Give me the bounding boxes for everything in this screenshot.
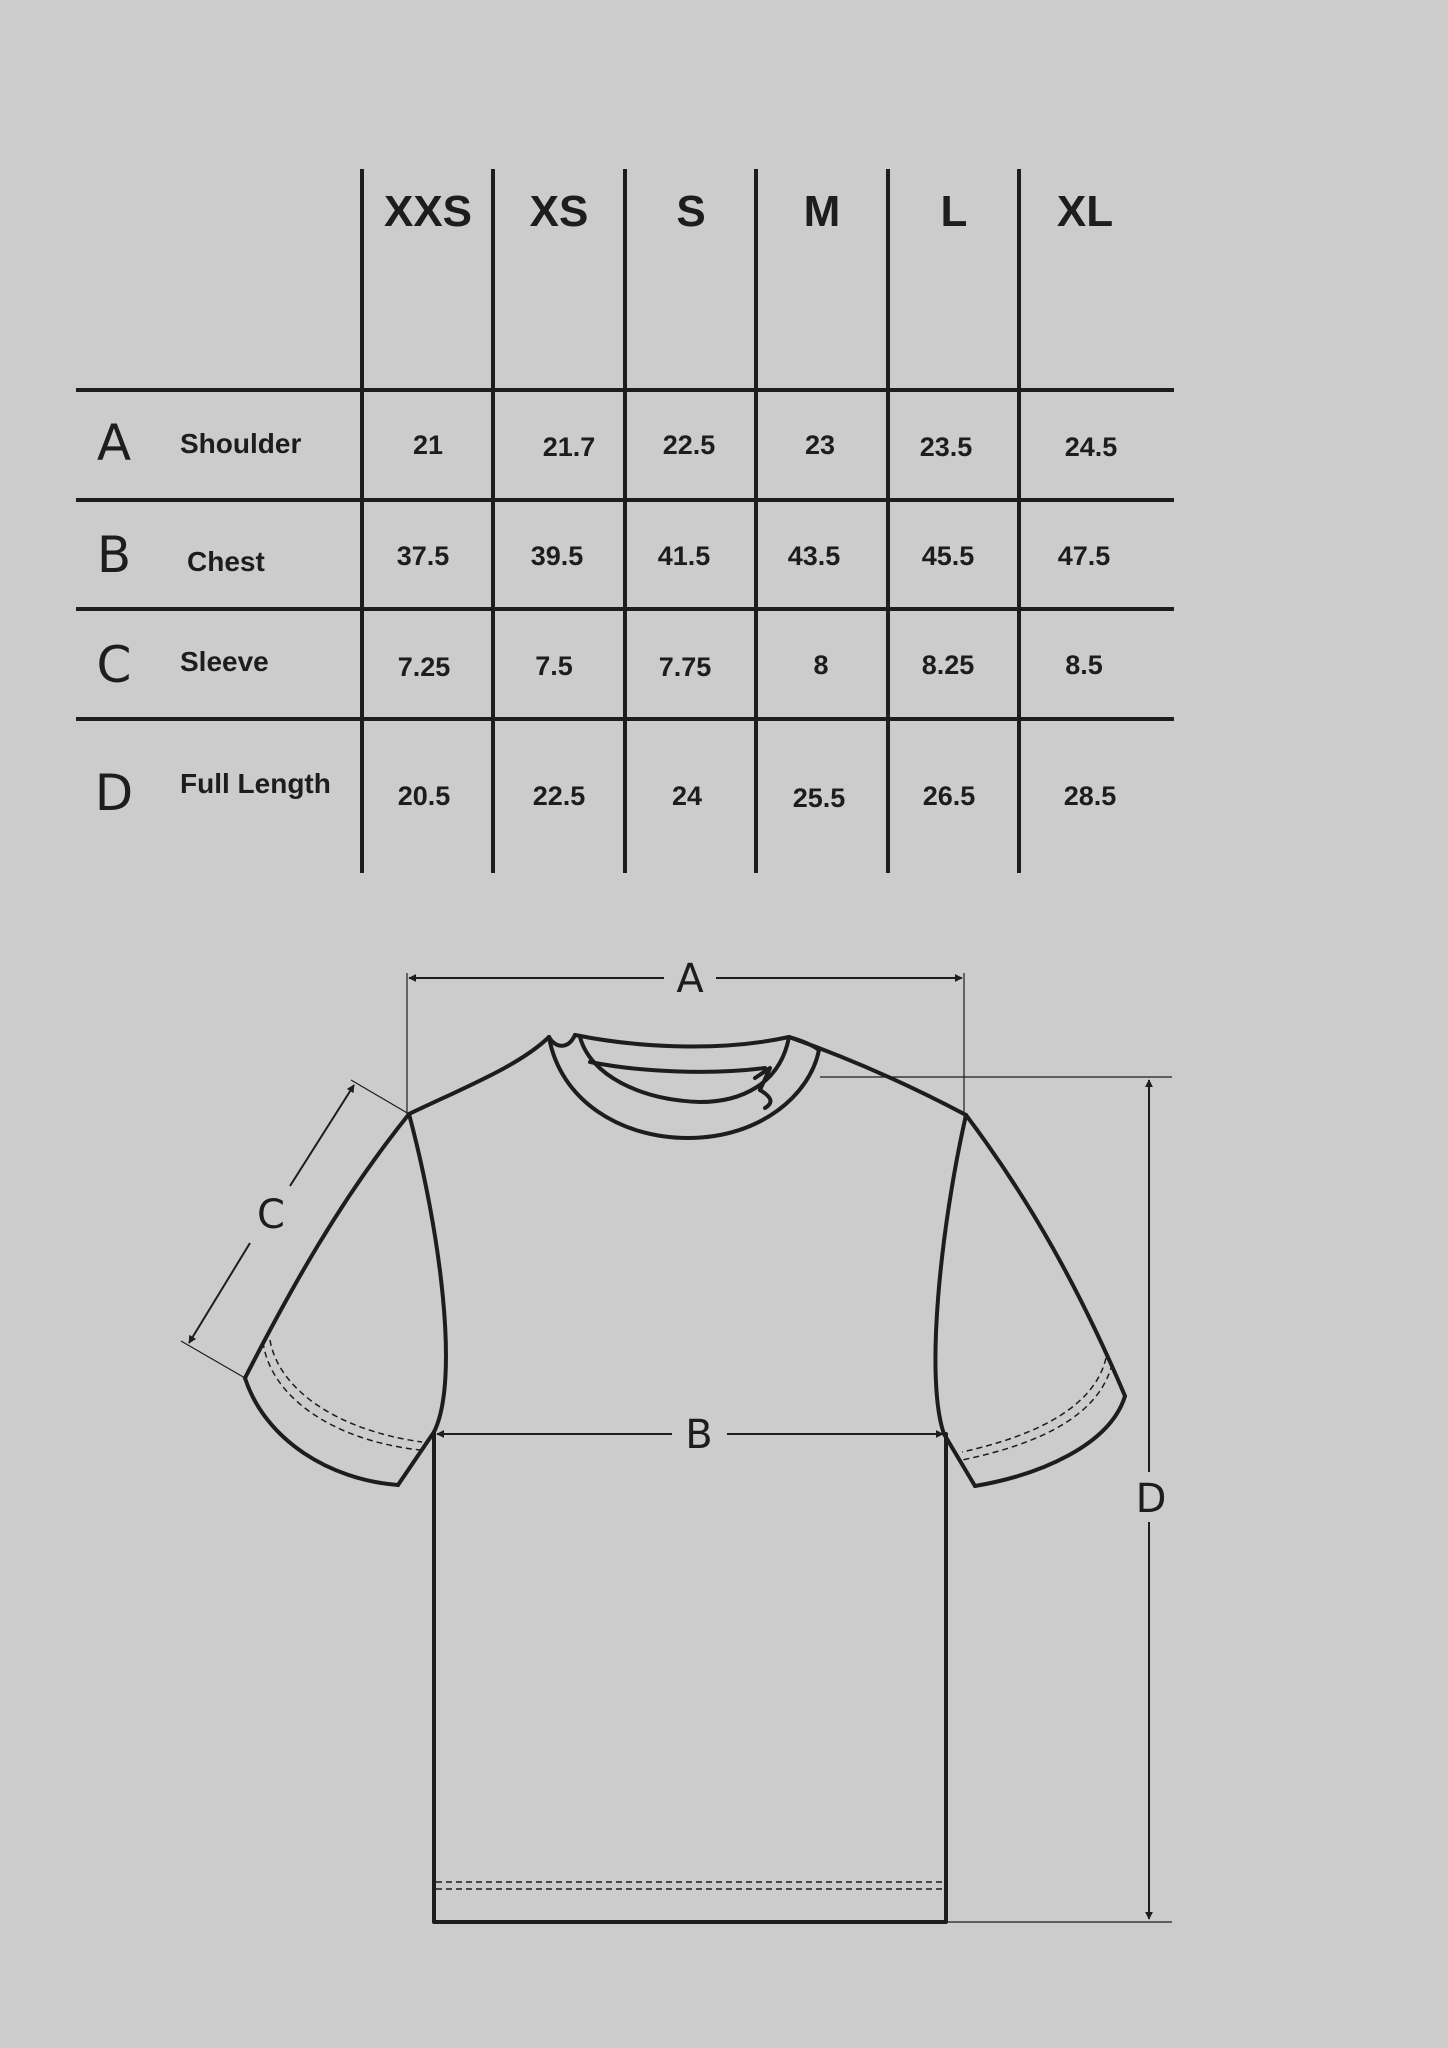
- table-cell: 23: [804, 430, 836, 460]
- table-cell: 8.25: [921, 650, 975, 680]
- guide-c-top: [351, 1080, 409, 1114]
- row-name-full-length: Full Length: [180, 768, 331, 799]
- table-cell: 20.5: [397, 781, 451, 811]
- table-cell: 7.5: [535, 651, 573, 681]
- table-cell: 26.5: [922, 781, 976, 811]
- left-shoulder-seam: [409, 1037, 549, 1114]
- row-letter-c: C: [96, 636, 132, 694]
- table-cell: 24: [671, 781, 703, 811]
- table-cell: 23.5: [919, 432, 973, 462]
- label-d: D: [1135, 1476, 1167, 1522]
- table-cell: 8: [813, 650, 829, 680]
- label-tag-line: [760, 1090, 770, 1108]
- table-cell: 8.5: [1065, 650, 1103, 680]
- body-outline: [434, 1432, 946, 1922]
- size-header-l: L: [940, 187, 968, 236]
- size-header-xl: XL: [1056, 187, 1114, 236]
- label-b: B: [685, 1412, 713, 1458]
- guide-c-bottom: [181, 1341, 245, 1378]
- left-sleeve-stitch: [263, 1342, 420, 1450]
- table-cell: 21: [412, 430, 444, 460]
- table-cell: 21.7: [542, 432, 596, 462]
- right-armhole: [944, 1434, 975, 1486]
- right-sleeve-hem: [975, 1396, 1125, 1486]
- row-name-shoulder: Shoulder: [180, 428, 302, 459]
- label-a: A: [676, 956, 704, 1002]
- collar-outer-rim: [549, 1035, 575, 1046]
- table-cell: 39.5: [530, 541, 584, 571]
- table-cell: 7.75: [658, 652, 712, 682]
- left-side-curve: [409, 1114, 446, 1432]
- row-letter-a: A: [96, 414, 132, 472]
- table-cell: 25.5: [792, 783, 846, 813]
- table-cell: 24.5: [1064, 432, 1118, 462]
- right-sleeve-stitch: [962, 1364, 1112, 1460]
- right-sleeve-outer: [966, 1115, 1125, 1396]
- size-header-xxs: XXS: [383, 187, 473, 236]
- collar-top: [575, 1035, 789, 1047]
- table-cell: 28.5: [1063, 781, 1117, 811]
- table-cell: 43.5: [787, 541, 841, 571]
- measurement-guides: [181, 973, 1172, 1922]
- table-cell: 37.5: [396, 541, 450, 571]
- right-sleeve-stitch: [962, 1358, 1106, 1452]
- right-side-curve: [935, 1115, 966, 1434]
- table-cell: 22.5: [662, 430, 716, 460]
- table-cell: 41.5: [657, 541, 711, 571]
- size-header-m: M: [803, 187, 841, 236]
- row-letter-d: D: [94, 764, 134, 822]
- size-header-s: S: [676, 187, 706, 236]
- left-sleeve-stitch: [270, 1340, 422, 1442]
- neckline-back: [590, 1062, 765, 1072]
- table-cell: 47.5: [1057, 541, 1111, 571]
- table-cell: 7.25: [397, 652, 451, 682]
- table-cell: 45.5: [921, 541, 975, 571]
- left-sleeve-outer: [245, 1114, 409, 1378]
- row-name-chest: Chest: [187, 546, 265, 577]
- table-cell: 22.5: [532, 781, 586, 811]
- label-c: C: [257, 1192, 285, 1238]
- collar-inner-rim: [789, 1037, 819, 1050]
- arrow-c-bottom: [189, 1243, 250, 1343]
- arrow-c-top: [290, 1085, 354, 1186]
- size-header-xs: XS: [529, 187, 589, 236]
- collar-band: [549, 1037, 819, 1138]
- left-armhole: [398, 1432, 434, 1485]
- row-name-sleeve: Sleeve: [180, 646, 269, 677]
- tshirt-outline: [245, 1035, 1125, 1922]
- row-letter-b: B: [96, 526, 132, 584]
- left-sleeve-hem: [245, 1378, 398, 1485]
